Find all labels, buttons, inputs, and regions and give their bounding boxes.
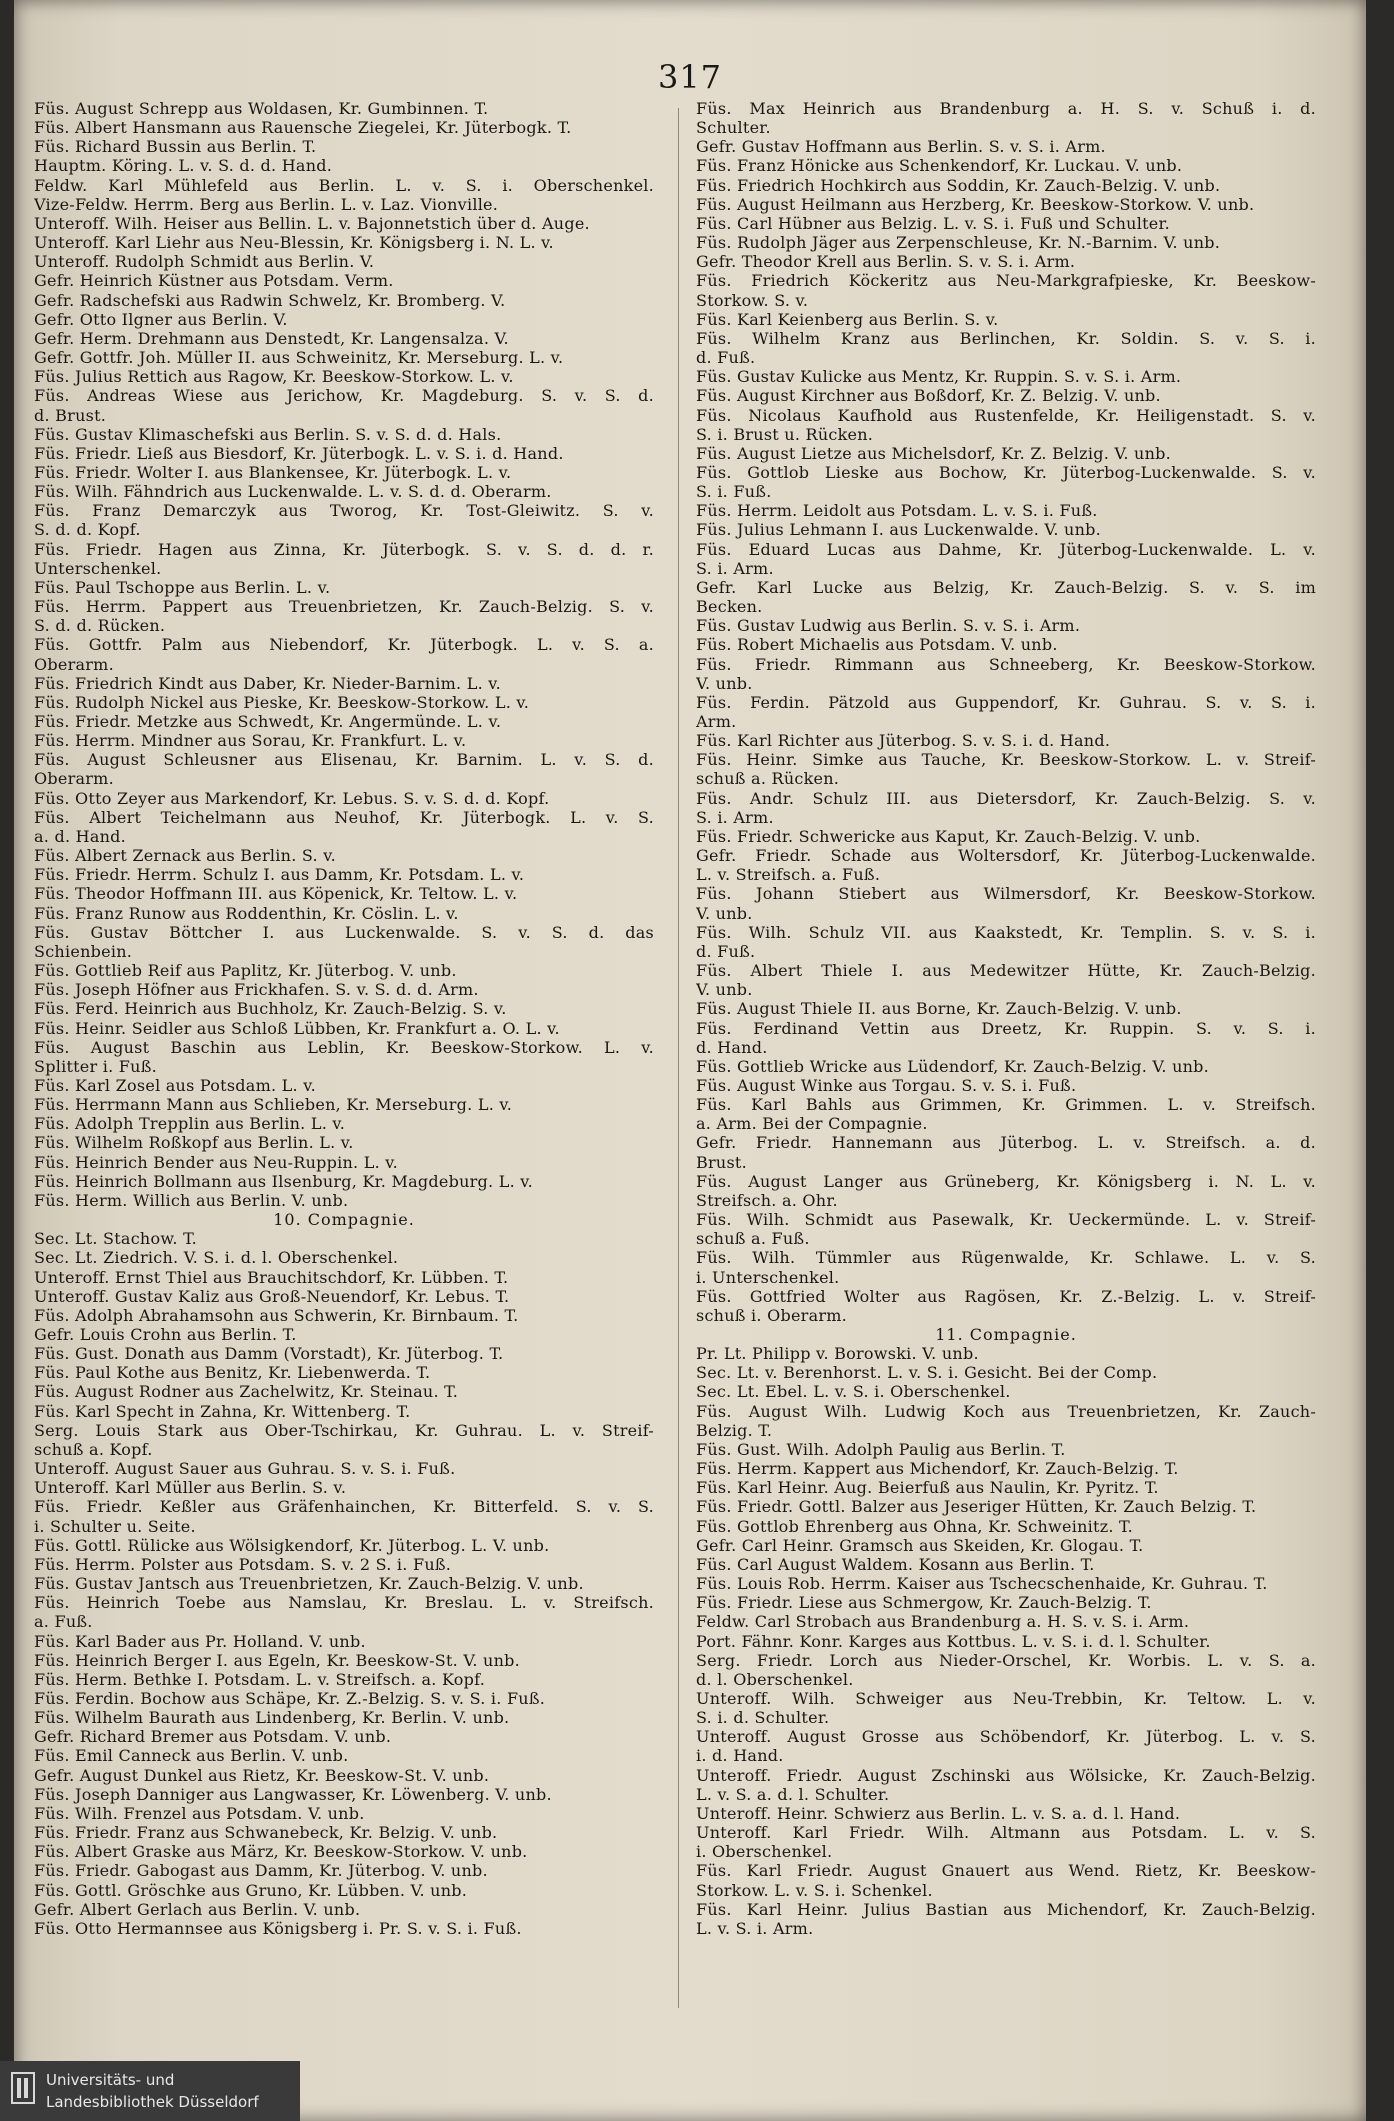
entry-line: Füs. Gottlob Lieske aus Bochow, Kr. Jüterbog-Luckenwalde. S. v. <box>696 462 1316 482</box>
entry-line: i. Oberschenkel. <box>696 1842 833 1862</box>
entry-line: S. i. Brust u. Rücken. <box>696 424 874 444</box>
entry-line: Gefr. Herm. Drehmann aus Denstedt, Kr. Langensalza. V. <box>34 328 509 348</box>
entry-line: Füs. Gottl. Gröschke aus Gruno, Kr. Lübben. V. unb. <box>34 1880 468 1900</box>
entry-line: Füs. Franz Runow aus Roddenthin, Kr. Cöslin. L. v. <box>34 903 459 923</box>
entry-line: Füs. Karl Heinr. Julius Bastian aus Michendorf, Kr. Zauch-Belzig. <box>696 1899 1316 1919</box>
entry-line: Becken. <box>696 597 763 617</box>
entry-line: Füs. Wilhelm Baurath aus Lindenberg, Kr. Berlin. V. unb. <box>34 1708 510 1728</box>
entry-line: Füs. Gustav Böttcher I. aus Luckenwalde. S. v. S. d. das <box>34 922 654 942</box>
entry-line: Füs. August Thiele II. aus Borne, Kr. Zauch-Belzig. V. unb. <box>696 999 1182 1019</box>
entry-line: Gefr. Radschefski aus Radwin Schwelz, Kr. Bromberg. V. <box>34 290 506 310</box>
document-page <box>14 0 1366 2121</box>
entry-line: Füs. Johann Stiebert aus Wilmersdorf, Kr. Beeskow-Storkow. <box>696 884 1316 904</box>
entry-line: Füs. Friedr. Herrm. Schulz I. aus Damm, Kr. Potsdam. L. v. <box>34 865 525 885</box>
entry-line: L. v. Streifsch. a. Fuß. <box>696 865 881 885</box>
entry-line: Füs. Heinr. Seidler aus Schloß Lübben, Kr. Frankfurt a. O. L. v. <box>34 1018 560 1038</box>
entry-line: Schienbein. <box>34 941 133 961</box>
entry-line: Füs. August Baschin aus Leblin, Kr. Beeskow-Storkow. L. v. <box>34 1037 654 1057</box>
entry-line: Füs. Karl Heinr. Aug. Beierfuß aus Naulin, Kr. Pyritz. T. <box>696 1478 1159 1498</box>
entry-line: Füs. Wilh. Frenzel aus Potsdam. V. unb. <box>34 1803 365 1823</box>
entry-line: Füs. Gottlieb Reif aus Paplitz, Kr. Jüterbog. V. unb. <box>34 961 457 981</box>
entry-line: Füs. Gottl. Rülicke aus Wölsigkendorf, Kr. Jüterbog. L. V. unb. <box>34 1535 550 1555</box>
entry-line: Füs. Friedr. Hagen aus Zinna, Kr. Jüterbogk. S. v. S. d. d. r. <box>34 539 654 559</box>
entry-line: Füs. Albert Thiele I. aus Medewitzer Hütte, Kr. Zauch-Belzig. <box>696 961 1316 981</box>
entry-line: Gefr. Louis Crohn aus Berlin. T. <box>34 1325 297 1344</box>
section-heading: 10. Compagnie. <box>273 1210 415 1230</box>
entry-line: S. d. d. Rücken. <box>34 616 166 636</box>
entry-line: Unteroff. Ernst Thiel aus Brauchitschdorf, Kr. Lübben. T. <box>34 1267 509 1287</box>
entry-line: S. i. d. Schulter. <box>696 1708 830 1728</box>
entry-line: Füs. Karl Friedr. August Gnauert aus Wend. Rietz, Kr. Beeskow- <box>696 1861 1316 1881</box>
entry-line: d. Fuß. <box>696 941 756 961</box>
entry-line: Oberarm. <box>34 769 114 789</box>
entry-line: Füs. Karl Bahls aus Grimmen, Kr. Grimmen. L. v. Streifsch. <box>696 1095 1316 1115</box>
entry-line: Füs. Albert Graske aus März, Kr. Beeskow-Storkow. V. unb. <box>34 1842 528 1862</box>
entry-line: Füs. Adolph Trepplin aus Berlin. L. v. <box>34 1114 346 1134</box>
entry-line: Füs. Gottfried Wolter aus Ragösen, Kr. Z.-Belzig. L. v. Streif- <box>696 1286 1316 1306</box>
entry-line: Füs. Karl Zosel aus Potsdam. L. v. <box>34 1075 316 1095</box>
entry-line: d. Brust. <box>34 405 107 425</box>
entry-line: i. Schulter u. Seite. <box>34 1516 196 1536</box>
entry-line: schuß i. Oberarm. <box>696 1305 848 1325</box>
entry-line: Füs. Wilhelm Kranz aus Berlinchen, Kr. Soldin. S. v. S. i. <box>696 328 1316 348</box>
watermark-line-2: Landesbibliothek Düsseldorf <box>46 2093 259 2111</box>
entry-line: Füs. Karl Specht in Zahna, Kr. Wittenberg. T. <box>34 1401 411 1421</box>
entry-line: Füs. Heinrich Bollmann aus Ilsenburg, Kr. Magdeburg. L. v. <box>34 1171 533 1191</box>
entry-line: Füs. Ferd. Heinrich aus Buchholz, Kr. Zauch-Belzig. S. v. <box>34 999 507 1019</box>
entry-line: Vize-Feldw. Herrm. Berg aus Berlin. L. v. Laz. Vionville. <box>34 194 499 214</box>
entry-line: Füs. Ferdin. Bochow aus Schäpe, Kr. Z.-Belzig. S. v. S. i. Fuß. <box>34 1688 546 1708</box>
entry-line: Füs. Julius Rettich aus Ragow, Kr. Beeskow-Storkow. L. v. <box>34 367 514 387</box>
entry-line: schuß a. Fuß. <box>696 1229 810 1249</box>
entry-line: Füs. Heinrich Berger I. aus Egeln, Kr. Beeskow-St. V. unb. <box>34 1650 520 1670</box>
entry-line: Füs. Friedr. Ließ aus Biesdorf, Kr. Jüterbogk. L. v. S. i. d. Hand. <box>34 443 564 463</box>
entry-line: a. Fuß. <box>34 1612 93 1632</box>
entry-line: Füs. August Schrepp aus Woldasen, Kr. Gumbinnen. T. <box>34 99 489 118</box>
entry-line: Füs. Joseph Höfner aus Frickhafen. S. v. S. d. d. Arm. <box>34 980 479 1000</box>
entry-line: Füs. Franz Demarczyk aus Tworog, Kr. Tost-Gleiwitz. S. v. <box>34 501 654 521</box>
library-watermark <box>0 2061 300 2121</box>
entry-line: Gefr. Otto Ilgner aus Berlin. V. <box>34 309 288 329</box>
entry-line: Unteroff. August Grosse aus Schöbendorf, Kr. Jüterbog. L. v. S. <box>696 1727 1316 1747</box>
entry-line: Gefr. Richard Bremer aus Potsdam. V. unb. <box>34 1727 392 1747</box>
entry-line: Füs. Gottlob Ehrenberg aus Ohna, Kr. Schweinitz. T. <box>696 1516 1133 1536</box>
entry-line: Gefr. Friedr. Hannemann aus Jüterbog. L. v. Streifsch. a. d. <box>696 1133 1316 1153</box>
entry-line: d. l. Oberschenkel. <box>696 1669 854 1689</box>
entry-line: Brust. <box>696 1152 747 1172</box>
entry-line: Füs. Richard Bussin aus Berlin. T. <box>34 137 317 157</box>
entry-line: Sec. Lt. Ebel. L. v. S. i. Oberschenkel. <box>696 1382 1011 1402</box>
entry-line: Unteroff. Karl Friedr. Wilh. Altmann aus Potsdam. L. v. S. <box>696 1823 1316 1843</box>
column-divider <box>678 108 679 2008</box>
entry-line: Füs. August Winke aus Torgau. S. v. S. i. Fuß. <box>696 1075 1077 1095</box>
entry-line: V. unb. <box>696 980 753 1000</box>
entry-line: Gefr. Theodor Krell aus Berlin. S. v. S. i. Arm. <box>696 252 1076 272</box>
entry-line: Füs. August Schleusner aus Elisenau, Kr. Barnim. L. v. S. d. <box>34 750 654 770</box>
entry-line: Füs. Herrm. Kappert aus Michendorf, Kr. Zauch-Belzig. T. <box>696 1459 1179 1479</box>
entry-line: Gefr. Gottfr. Joh. Müller II. aus Schweinitz, Kr. Merseburg. L. v. <box>34 348 564 368</box>
entry-line: Füs. Joseph Danniger aus Langwasser, Kr. Löwenberg. V. unb. <box>34 1784 552 1804</box>
entry-line: Füs. Ferdin. Pätzold aus Guppendorf, Kr. Guhrau. S. v. S. i. <box>696 692 1316 712</box>
entry-line: Füs. Wilh. Schulz VII. aus Kaakstedt, Kr. Templin. S. v. S. i. <box>696 922 1316 942</box>
entry-line: Füs. Gustav Jantsch aus Treuenbrietzen, Kr. Zauch-Belzig. V. unb. <box>34 1574 584 1594</box>
entry-line: Füs. Friedr. Metzke aus Schwedt, Kr. Angermünde. L. v. <box>34 712 502 731</box>
entry-line: Füs. Friedr. Liese aus Schmergow, Kr. Zauch-Belzig. T. <box>696 1593 1152 1613</box>
entry-line: a. Arm. Bei der Compagnie. <box>696 1114 928 1134</box>
right-column <box>696 99 1316 1938</box>
entry-line: Unteroff. Wilh. Heiser aus Bellin. L. v. Bajonnetstich über d. Auge. <box>34 213 590 233</box>
entry-line: Sec. Lt. v. Berenhorst. L. v. S. i. Gesicht. Bei der Comp. <box>696 1363 1158 1383</box>
entry-line: Füs. Carl Hübner aus Belzig. L. v. S. i. Fuß und Schulter. <box>696 213 1170 233</box>
entry-line: Belzig. T. <box>696 1420 773 1440</box>
entry-line: Füs. Wilh. Fähndrich aus Luckenwalde. L. v. S. d. d. Oberarm. <box>34 482 552 502</box>
entry-line: Füs. Wilh. Tümmler aus Rügenwalde, Kr. Schlawe. L. v. S. <box>696 1248 1316 1268</box>
entry-line: Sec. Lt. Ziedrich. V. S. i. d. l. Oberschenkel. <box>34 1248 399 1268</box>
entry-line: Füs. Herm. Willich aus Berlin. V. unb. <box>34 1190 349 1210</box>
entry-line: Füs. Gustav Kulicke aus Mentz, Kr. Ruppin. S. v. S. i. Arm. <box>696 367 1182 387</box>
entry-line: Füs. Heinr. Simke aus Tauche, Kr. Beeskow-Storkow. L. v. Streif- <box>696 750 1316 770</box>
entry-line: Füs. August Kirchner aus Boßdorf, Kr. Z. Belzig. V. unb. <box>696 386 1161 406</box>
entry-line: Füs. Theodor Hoffmann III. aus Köpenick, Kr. Teltow. L. v. <box>34 884 518 904</box>
watermark-text <box>46 2069 259 2113</box>
entry-line: Füs. Andr. Schulz III. aus Dietersdorf, Kr. Zauch-Belzig. S. v. <box>696 788 1316 808</box>
entry-line: Füs. Paul Tschoppe aus Berlin. L. v. <box>34 577 331 597</box>
entry-line: Füs. Nicolaus Kaufhold aus Rustenfelde, Kr. Heiligenstadt. S. v. <box>696 405 1316 425</box>
entry-line: Füs. Andreas Wiese aus Jerichow, Kr. Magdeburg. S. v. S. d. <box>34 386 654 406</box>
entry-line: Füs. Gustav Klimaschefski aus Berlin. S. v. S. d. d. Hals. <box>34 424 502 444</box>
entry-line: Füs. Heinrich Bender aus Neu-Ruppin. L. v. <box>34 1152 398 1172</box>
entry-line: Füs. Franz Hönicke aus Schenkendorf, Kr. Luckau. V. unb. <box>696 156 1183 176</box>
entry-line: Füs. Wilhelm Roßkopf aus Berlin. L. v. <box>34 1133 354 1153</box>
entry-line: Füs. Friedrich Köckeritz aus Neu-Markgrafpieske, Kr. Beeskow- <box>696 271 1316 291</box>
entry-line: Unteroff. Heinr. Schwierz aus Berlin. L. v. S. a. d. l. Hand. <box>696 1803 1181 1823</box>
entry-line: V. unb. <box>696 903 753 923</box>
entry-line: Füs. Herrm. Mindner aus Sorau, Kr. Frankfurt. L. v. <box>34 731 467 751</box>
entry-line: Serg. Louis Stark aus Ober-Tschirkau, Kr. Guhrau. L. v. Streif- <box>34 1420 654 1440</box>
entry-line: Füs. Albert Hansmann aus Rauensche Ziegelei, Kr. Jüterbogk. T. <box>34 118 572 138</box>
entry-line: Feldw. Karl Mühlefeld aus Berlin. L. v. S. i. Oberschenkel. <box>34 175 654 195</box>
left-column <box>34 99 654 1938</box>
entry-line: Pr. Lt. Philipp v. Borowski. V. unb. <box>696 1344 979 1364</box>
entry-line: Füs. August Heilmann aus Herzberg, Kr. Beeskow-Storkow. V. unb. <box>696 194 1255 214</box>
entry-line: Serg. Friedr. Lorch aus Nieder-Orschel, Kr. Worbis. L. v. S. a. <box>696 1650 1316 1670</box>
entry-line: Füs. Gottfr. Palm aus Niebendorf, Kr. Jüterbogk. L. v. S. a. <box>34 635 654 655</box>
entry-line: Füs. Karl Richter aus Jüterbog. S. v. S. i. d. Hand. <box>696 731 1111 751</box>
entry-line: Füs. Herrmann Mann aus Schlieben, Kr. Merseburg. L. v. <box>34 1095 513 1115</box>
entry-line: Storkow. L. v. S. i. Schenkel. <box>696 1880 933 1900</box>
entry-line: Füs. Karl Bader aus Pr. Holland. V. unb. <box>34 1631 366 1651</box>
entry-line: Storkow. S. v. <box>696 290 809 310</box>
entry-line: Unteroff. Wilh. Schweiger aus Neu-Trebbin, Kr. Teltow. L. v. <box>696 1688 1316 1708</box>
entry-line: Füs. Friedr. Gabogast aus Damm, Kr. Jüterbog. V. unb. <box>34 1861 488 1881</box>
entry-line: Feldw. Carl Strobach aus Brandenburg a. H. S. v. S. i. Arm. <box>696 1612 1190 1632</box>
entry-line: Port. Fähnr. Konr. Karges aus Kottbus. L. v. S. i. d. l. Schulter. <box>696 1631 1211 1651</box>
entry-line: Füs. Adolph Abrahamsohn aus Schwerin, Kr. Birnbaum. T. <box>34 1305 519 1325</box>
entry-line: Füs. Friedr. Wolter I. aus Blankensee, Kr. Jüterbogk. L. v. <box>34 462 512 482</box>
entry-line: Füs. August Langer aus Grüneberg, Kr. Königsberg i. N. L. v. <box>696 1171 1316 1191</box>
entry-line: Unteroff. Friedr. August Zschinski aus Wölsicke, Kr. Zauch-Belzig. <box>696 1765 1316 1785</box>
entry-line: Gefr. Karl Lucke aus Belzig, Kr. Zauch-Belzig. S. v. S. im <box>696 577 1316 597</box>
entry-line: Füs. Rudolph Jäger aus Zerpenschleuse, Kr. N.-Barnim. V. unb. <box>696 233 1221 253</box>
entry-line: Füs. Herm. Bethke I. Potsdam. L. v. Streifsch. a. Kopf. <box>34 1669 486 1689</box>
entry-line: Füs. Carl August Waldem. Kosann aus Berlin. T. <box>696 1554 1095 1574</box>
entry-line: Füs. Friedr. Rimmann aus Schneeberg, Kr. Beeskow-Storkow. <box>696 654 1316 674</box>
entry-line: Füs. Eduard Lucas aus Dahme, Kr. Jüterbog-Luckenwalde. L. v. <box>696 539 1316 559</box>
entry-line: Füs. Ferdinand Vettin aus Dreetz, Kr. Ruppin. S. v. S. i. <box>696 1018 1316 1038</box>
entry-line: Füs. Gustav Ludwig aus Berlin. S. v. S. i. Arm. <box>696 616 1081 636</box>
entry-line: Gefr. Heinrich Küstner aus Potsdam. Verm. <box>34 271 394 291</box>
entry-line: Streifsch. a. Ohr. <box>696 1190 838 1210</box>
entry-line: Füs. Friedr. Franz aus Schwanebeck, Kr. Belzig. V. unb. <box>34 1823 498 1843</box>
entry-line: Arm. <box>696 712 737 731</box>
entry-line: i. Unterschenkel. <box>696 1267 840 1287</box>
entry-line: S. i. Arm. <box>696 807 774 827</box>
entry-line: Unteroff. Karl Liehr aus Neu-Blessin, Kr. Königsberg i. N. L. v. <box>34 233 554 253</box>
entry-line: S. i. Arm. <box>696 558 774 578</box>
entry-line: Gefr. August Dunkel aus Rietz, Kr. Beeskow-St. V. unb. <box>34 1765 490 1785</box>
entry-line: Füs. Wilh. Schmidt aus Pasewalk, Kr. Ueckermünde. L. v. Streif- <box>696 1210 1316 1230</box>
entry-line: Füs. Paul Kothe aus Benitz, Kr. Liebenwerda. T. <box>34 1363 431 1383</box>
entry-line: Sec. Lt. Stachow. T. <box>34 1229 197 1249</box>
watermark-line-1: Universitäts- und <box>46 2071 175 2089</box>
entry-line: S. i. Fuß. <box>696 482 772 502</box>
entry-line: Füs. August Lietze aus Michelsdorf, Kr. Z. Belzig. V. unb. <box>696 443 1171 463</box>
entry-line: Füs. Robert Michaelis aus Potsdam. V. unb. <box>696 635 1058 655</box>
entry-line: Gefr. Albert Gerlach aus Berlin. V. unb. <box>34 1899 361 1919</box>
entry-line: Gefr. Carl Heinr. Gramsch aus Skeiden, Kr. Glogau. T. <box>696 1535 1144 1555</box>
entry-line: Füs. Otto Hermannsee aus Königsberg i. Pr. S. v. S. i. Fuß. <box>34 1918 522 1938</box>
entry-line: Füs. Gottlieb Wricke aus Lüdendorf, Kr. Zauch-Belzig. V. unb. <box>696 1056 1209 1076</box>
entry-line: Füs. Emil Canneck aus Berlin. V. unb. <box>34 1746 349 1766</box>
entry-line: Füs. Albert Teichelmann aus Neuhof, Kr. Jüterbogk. L. v. S. <box>34 807 654 827</box>
entry-line: Füs. August Wilh. Ludwig Koch aus Treuenbrietzen, Kr. Zauch- <box>696 1401 1316 1421</box>
entry-line: Füs. Herrm. Polster aus Potsdam. S. v. 2 S. i. Fuß. <box>34 1554 452 1574</box>
entry-line: Füs. Friedr. Keßler aus Gräfenhainchen, Kr. Bitterfeld. S. v. S. <box>34 1497 654 1517</box>
entry-line: Füs. Friedrich Hochkirch aus Soddin, Kr. Zauch-Belzig. V. unb. <box>696 175 1221 195</box>
entry-line: Gefr. Gustav Hoffmann aus Berlin. S. v. S. i. Arm. <box>696 137 1106 157</box>
entry-line: Füs. Friedrich Kindt aus Daber, Kr. Nieder-Barnim. L. v. <box>34 673 501 693</box>
entry-line: Hauptm. Köring. L. v. S. d. d. Hand. <box>34 156 333 176</box>
entry-line: Unteroff. Karl Müller aus Berlin. S. v. <box>34 1478 347 1498</box>
entry-line: Unteroff. Rudolph Schmidt aus Berlin. V. <box>34 252 375 272</box>
entry-line: S. d. d. Kopf. <box>34 520 141 540</box>
entry-line: schuß a. Rücken. <box>696 769 840 789</box>
entry-line: Unteroff. Gustav Kaliz aus Groß-Neuendorf, Kr. Lebus. T. <box>34 1286 510 1306</box>
entry-line: V. unb. <box>696 673 753 693</box>
entry-line: Füs. Otto Zeyer aus Markendorf, Kr. Lebus. S. v. S. d. d. Kopf. <box>34 788 550 808</box>
entry-line: Füs. Friedr. Gottl. Balzer aus Jeseriger Hütten, Kr. Zauch Belzig. T. <box>696 1497 1257 1517</box>
entry-line: Füs. Herrm. Leidolt aus Potsdam. L. v. S. i. Fuß. <box>696 501 1098 521</box>
entry-line: i. d. Hand. <box>696 1746 784 1766</box>
entry-line: L. v. S. a. d. l. Schulter. <box>696 1784 890 1804</box>
entry-line: d. Fuß. <box>696 348 756 368</box>
entry-line: Füs. Herrm. Pappert aus Treuenbrietzen, Kr. Zauch-Belzig. S. v. <box>34 597 654 617</box>
entry-line: Füs. Heinrich Toebe aus Namslau, Kr. Breslau. L. v. Streifsch. <box>34 1593 654 1613</box>
entry-line: a. d. Hand. <box>34 826 126 846</box>
entry-line: Unteroff. August Sauer aus Guhrau. S. v. S. i. Fuß. <box>34 1459 456 1479</box>
entry-line: Splitter i. Fuß. <box>34 1056 157 1076</box>
entry-line: Schulter. <box>696 118 771 138</box>
entry-line: Füs. August Rodner aus Zachelwitz, Kr. Steinau. T. <box>34 1382 459 1402</box>
entry-line: Füs. Friedr. Schwericke aus Kaput, Kr. Zauch-Belzig. V. unb. <box>696 826 1201 846</box>
library-logo-icon <box>10 2071 36 2105</box>
entry-line: Unterschenkel. <box>34 558 162 578</box>
entry-line: Füs. Albert Zernack aus Berlin. S. v. <box>34 846 336 866</box>
entry-line: d. Hand. <box>696 1037 768 1057</box>
entry-line: Gefr. Friedr. Schade aus Woltersdorf, Kr. Jüterbog-Luckenwalde. <box>696 846 1316 866</box>
entry-line: Füs. Louis Rob. Herrm. Kaiser aus Tschecschenhaide, Kr. Guhrau. T. <box>696 1574 1268 1594</box>
page-number: 317 <box>657 58 723 96</box>
entry-line: schuß a. Kopf. <box>34 1439 153 1459</box>
entry-line: Oberarm. <box>34 654 114 674</box>
entry-line: Füs. Gust. Wilh. Adolph Paulig aus Berlin. T. <box>696 1439 1066 1459</box>
entry-line: Füs. Gust. Donath aus Damm (Vorstadt), Kr. Jüterbog. T. <box>34 1344 504 1364</box>
entry-line: Füs. Max Heinrich aus Brandenburg a. H. S. v. Schuß i. d. <box>696 99 1316 118</box>
entry-line: Füs. Karl Keienberg aus Berlin. S. v. <box>696 309 999 329</box>
entry-line: Füs. Julius Lehmann I. aus Luckenwalde. V. unb. <box>696 520 1101 540</box>
entry-line: L. v. S. i. Arm. <box>696 1918 814 1938</box>
section-heading: 11. Compagnie. <box>935 1325 1077 1344</box>
entry-line: Füs. Rudolph Nickel aus Pieske, Kr. Beeskow-Storkow. L. v. <box>34 692 530 712</box>
